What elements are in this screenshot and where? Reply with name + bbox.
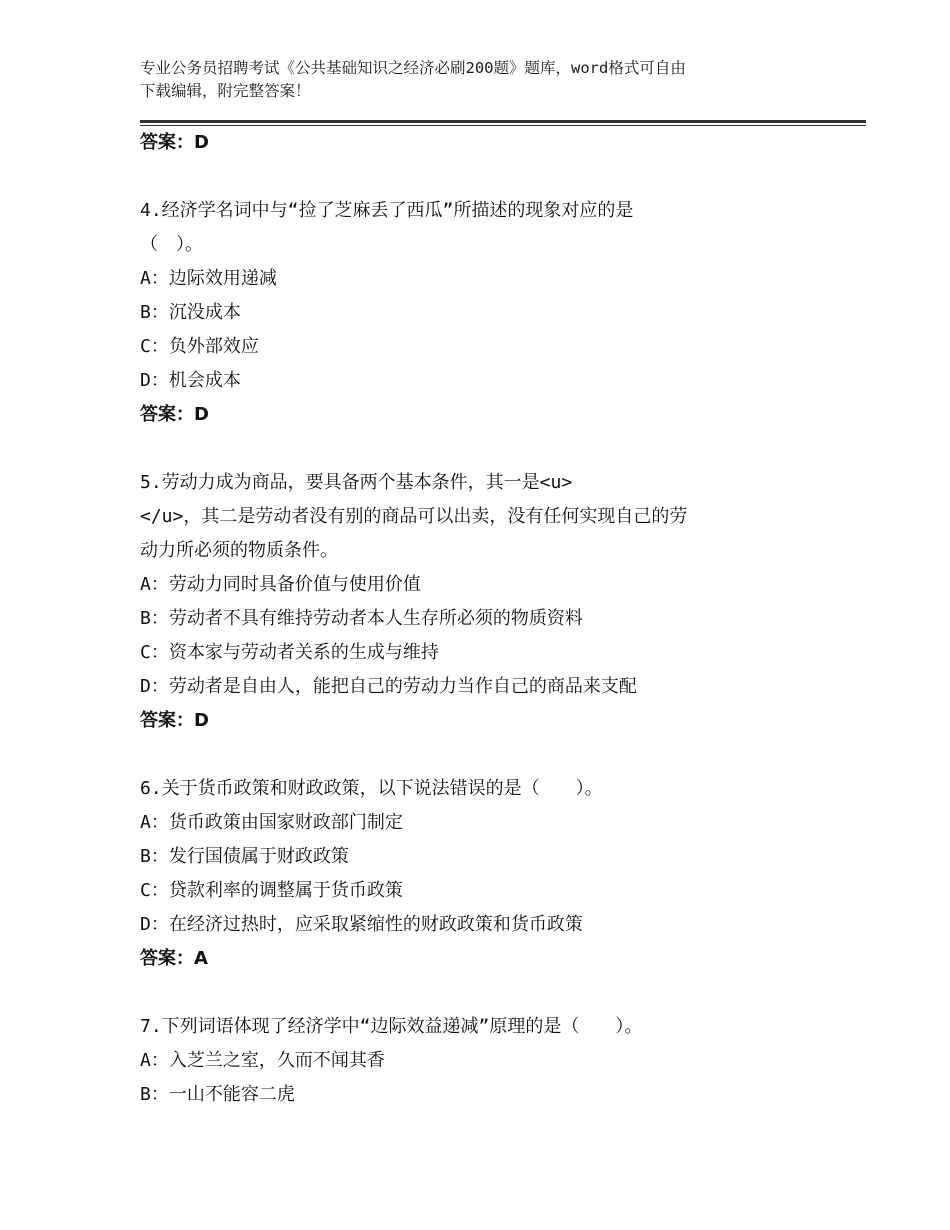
page-header xyxy=(140,57,820,103)
option-d: D：劳动者是自由人，能把自己的劳动力当作自己的商品来支配 xyxy=(140,676,637,697)
question-stem xyxy=(140,772,840,806)
question-stem xyxy=(140,466,840,568)
option-b: B：一山不能容二虎 xyxy=(140,1084,295,1105)
stem-line: 6.关于货币政策和财政政策，以下说法错误的是（ ）。 xyxy=(140,778,603,799)
answer-line: 答案：A xyxy=(140,948,208,969)
stem-line: （ ）。 xyxy=(140,234,203,255)
option-a: A：劳动力同时具备价值与使用价值 xyxy=(140,574,421,595)
option-c: C：资本家与劳动者关系的生成与维持 xyxy=(140,642,439,663)
question-5 xyxy=(140,466,840,738)
answer-line: 答案：D xyxy=(140,132,209,153)
stem-line: </u>，其二是劳动者没有别的商品可以出卖，没有任何实现自己的劳 xyxy=(140,506,688,527)
header-divider-thick xyxy=(140,120,866,123)
option-c: C：负外部效应 xyxy=(140,336,259,357)
question-4 xyxy=(140,194,840,432)
option-b: B：沉没成本 xyxy=(140,302,241,323)
option-b: B：发行国债属于财政政策 xyxy=(140,846,349,867)
stem-line: 4.经济学名词中与“捡了芝麻丢了西瓜”所描述的现象对应的是 xyxy=(140,200,634,221)
answer-line: 答案：D xyxy=(140,404,209,425)
option-b: B：劳动者不具有维持劳动者本人生存所必须的物质资料 xyxy=(140,608,583,629)
option-d: D：机会成本 xyxy=(140,370,241,391)
header-line-2: 下载编辑，附完整答案！ xyxy=(140,82,311,100)
stem-line: 动力所必须的物质条件。 xyxy=(140,540,338,561)
question-7 xyxy=(140,1010,840,1112)
option-a: A：入芝兰之室，久而不闻其香 xyxy=(140,1050,385,1071)
stem-line: 5.劳动力成为商品，要具备两个基本条件，其一是<u> xyxy=(140,472,573,493)
header-line-1: 专业公务员招聘考试《公共基础知识之经济必刷200题》题库，word格式可自由 xyxy=(140,59,686,77)
question-stem xyxy=(140,194,840,262)
option-a: A：货币政策由国家财政部门制定 xyxy=(140,812,403,833)
stem-line: 7.下列词语体现了经济学中“边际效益递减”原理的是（ ）。 xyxy=(140,1016,643,1037)
option-c: C：贷款利率的调整属于货币政策 xyxy=(140,880,403,901)
option-a: A：边际效用递减 xyxy=(140,268,277,289)
option-d: D：在经济过热时，应采取紧缩性的财政政策和货币政策 xyxy=(140,914,583,935)
question-stem xyxy=(140,1010,840,1044)
answer-line: 答案：D xyxy=(140,710,209,731)
question-6 xyxy=(140,772,840,976)
question-list xyxy=(140,126,840,1112)
